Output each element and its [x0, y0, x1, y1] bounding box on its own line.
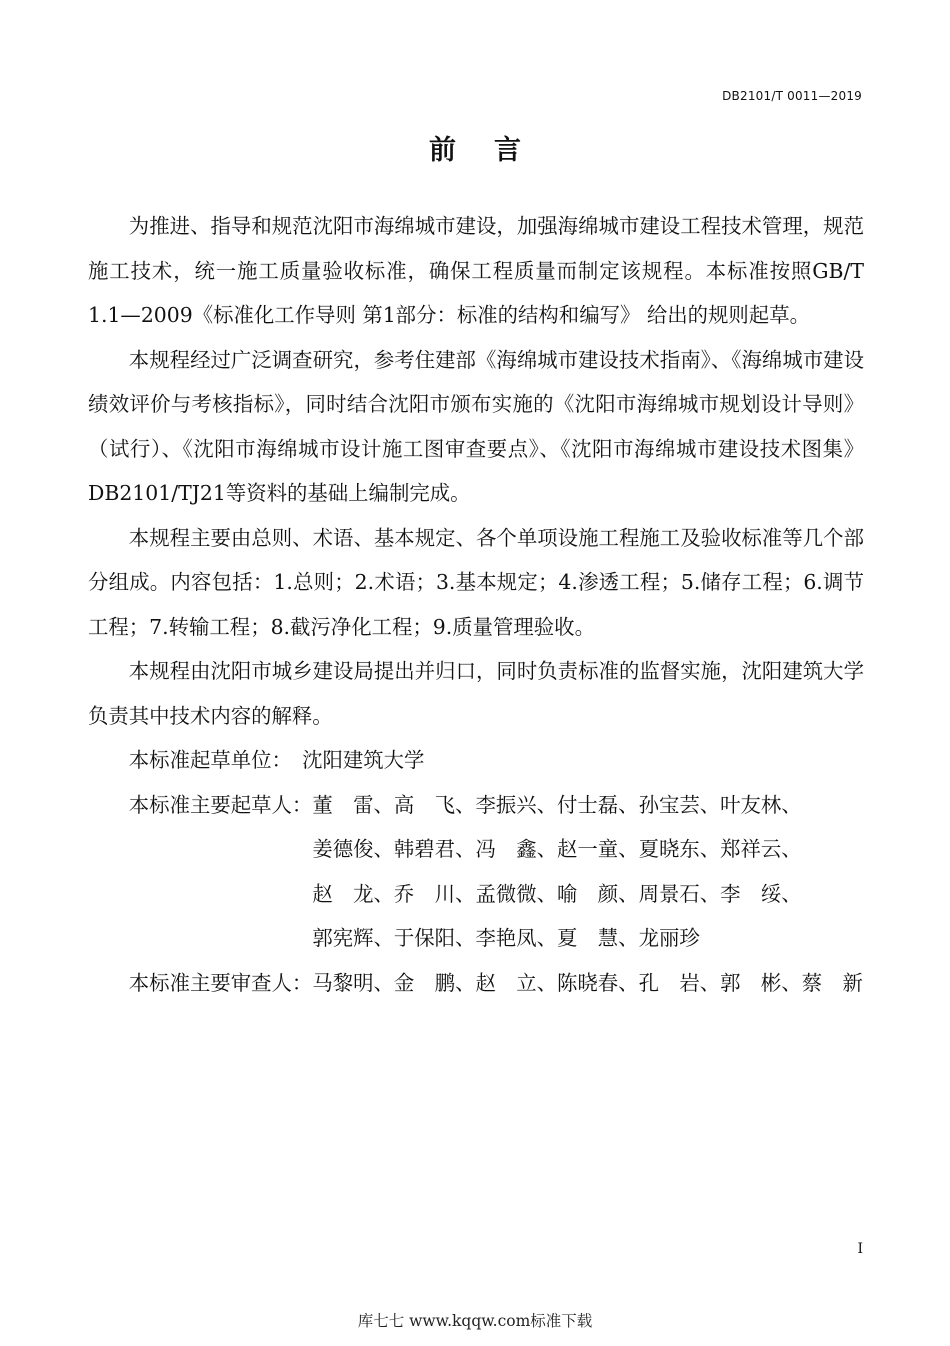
paragraph-references: 本规程经过广泛调查研究，参考住建部《海绵城市建设技术指南》、《海绵城市建设绩效评价与考核指标》，同时结合沈阳市颁布实施的《沈阳市海绵城市规划设计导则》（试行）、《沈阳市海绵城市设计施工图审查要点》、《沈阳市海绵城市建设技术图集》DB2101/TJ21等资料的基础上编制完成。: [88, 347, 864, 505]
person-name: 孔 岩、: [638, 970, 721, 995]
person-name: 郑祥云、: [720, 837, 802, 861]
drafters-label: 本标准主要起草人：: [128, 792, 313, 817]
person-name: 李艳凤、: [475, 926, 557, 950]
drafting-unit-value: 沈阳建筑大学: [302, 748, 425, 772]
paragraph-contents: 本规程主要由总则、术语、基本规定、各个单项设施工程施工及验收标准等几个部分组成。内容包括：1.总则；2.术语；3.基本规定；4.渗透工程；5.储存工程；6.调节工程；7.转输工程；8.截污净化工程；9.质量管理验收。: [88, 525, 864, 639]
person-name: 冯 鑫、: [475, 837, 557, 861]
person-name: 陈晓春、: [557, 970, 639, 995]
person-name: 叶友林、: [720, 792, 802, 817]
reviewers-label: 本标准主要审查人：: [128, 970, 313, 995]
footer-watermark: 库七七 www.kqqw.com标准下载: [357, 1312, 593, 1330]
person-name: 龙丽珍: [638, 926, 700, 950]
person-name: 付士磊、: [557, 792, 639, 817]
person-name: 孟微微、: [475, 881, 557, 906]
person-name: 于保阳、: [393, 926, 476, 950]
person-name: 蔡 新: [801, 970, 863, 995]
person-name: 夏晓东、: [638, 837, 721, 861]
person-name: 李振兴、: [475, 792, 557, 817]
drafters-names: [312, 783, 864, 961]
document-code: DB2101/T 0011—2019: [722, 89, 862, 103]
paragraph-responsibility: 本规程由沈阳市城乡建设局提出并归口，同时负责标准的监督实施，沈阳建筑大学负责其中技术内容的解释。: [88, 659, 864, 728]
person-name: 赵 立、: [475, 970, 557, 995]
document-body: [88, 204, 864, 1005]
person-name: 郭 彬、: [720, 970, 802, 995]
reviewers-names: [312, 961, 864, 1006]
person-name: 赵 龙、: [312, 881, 394, 906]
person-name: 夏 慧、: [557, 926, 639, 950]
person-name: 高 飞、: [393, 792, 476, 817]
person-name: 喻 颜、: [557, 881, 639, 906]
person-name: 金 鹏、: [393, 970, 476, 995]
person-name: 郭宪辉、: [312, 926, 394, 950]
person-name: 李 绥、: [720, 881, 802, 906]
drafters-block: [88, 783, 864, 961]
reviewers-block: [88, 961, 864, 1006]
person-name: 董 雷、: [312, 792, 394, 817]
page-title: 前言: [429, 135, 559, 166]
person-name: 姜德俊、: [312, 837, 394, 861]
page-number: I: [857, 1241, 863, 1257]
paragraph-purpose: 为推进、指导和规范沈阳市海绵城市建设，加强海绵城市建设工程技术管理，规范施工技术，统一施工质量验收标准，确保工程质量而制定该规程。本标准按照GB/T 1.1—2009《标准化工作导则 第1部分：标准的结构和编写》 给出的规则起草。: [88, 214, 864, 327]
person-name: 乔 川、: [393, 881, 476, 906]
person-name: 孙宝芸、: [638, 792, 721, 817]
person-name: 周景石、: [638, 881, 721, 906]
person-name: 赵一童、: [557, 837, 639, 861]
person-name: 马黎明、: [312, 970, 394, 995]
person-name: 韩碧君、: [393, 837, 476, 861]
drafting-unit-label: 本标准起草单位：: [128, 748, 292, 772]
drafting-unit: [88, 738, 864, 783]
